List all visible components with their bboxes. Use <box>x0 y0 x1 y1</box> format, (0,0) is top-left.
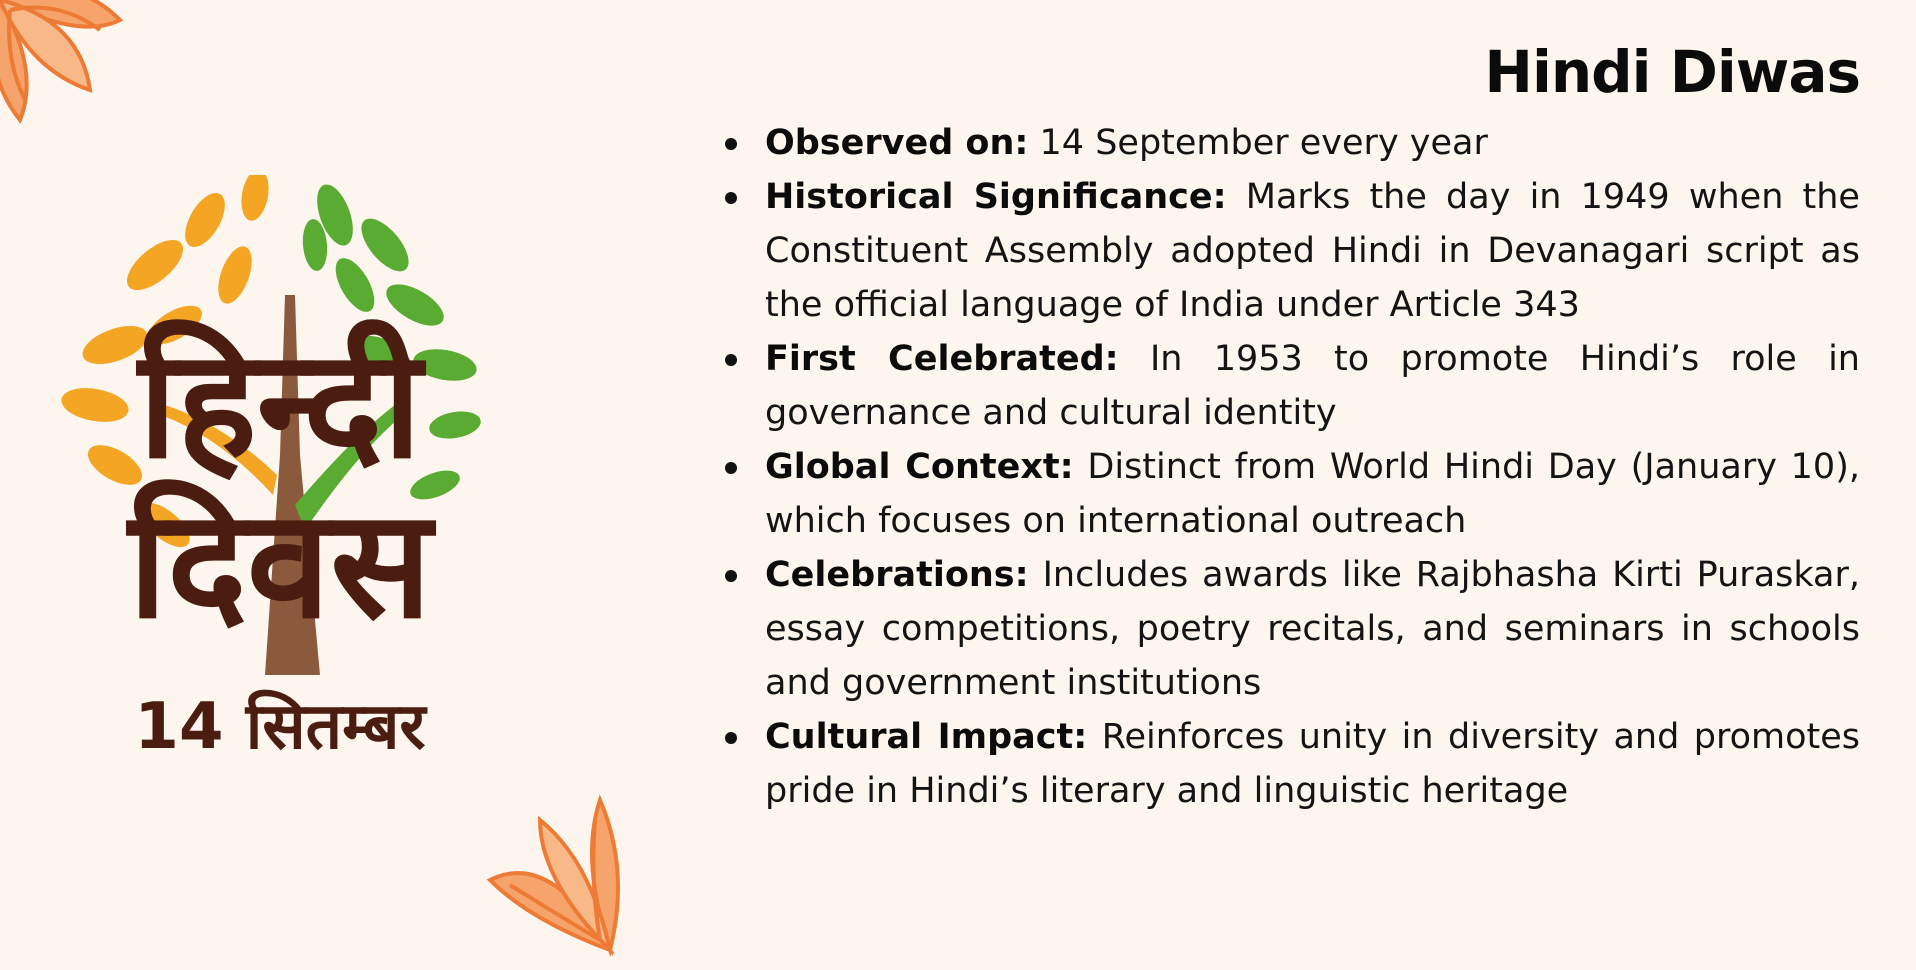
mandala-corner-top-left-icon <box>0 0 160 160</box>
bullet-icon <box>725 138 737 150</box>
hindi-date-label: 14 सितम्बर <box>134 690 426 764</box>
fact-label: Global Context: <box>765 447 1074 487</box>
hindi-title-line1: हिन्दी <box>138 318 422 492</box>
fact-label: Historical Significance: <box>765 177 1227 217</box>
content-panel <box>715 38 1860 818</box>
facts-list <box>715 116 1860 818</box>
fact-label: Observed on: <box>765 123 1029 163</box>
fact-item <box>715 548 1860 710</box>
fact-text: 14 September every year <box>1039 123 1488 163</box>
fact-item <box>715 332 1860 440</box>
fact-text: Includes awards like Rajbhasha Kirti Puraskar, essay competitions, poetry recitals, and seminars in schools and government institutions <box>765 555 1860 703</box>
fact-label: First Celebrated: <box>765 339 1119 379</box>
fact-text: Distinct from World Hindi Day (January 10), which focuses on international outreach <box>765 447 1860 541</box>
fact-item <box>715 440 1860 548</box>
fact-text: In 1953 to promote Hindi’s role in governance and cultural identity <box>765 339 1860 433</box>
bullet-icon <box>725 732 737 744</box>
hindi-diwas-illustration <box>0 0 620 954</box>
bullet-icon <box>725 462 737 474</box>
fact-item <box>715 170 1860 332</box>
bullet-icon <box>725 570 737 582</box>
fact-text: Reinforces unity in diversity and promotes pride in Hindi’s literary and linguistic heritage <box>765 717 1860 811</box>
hindi-title-line2: दिवस <box>128 478 432 652</box>
fact-item <box>715 116 1860 170</box>
mandala-corner-bottom-icon <box>430 770 630 970</box>
fact-item <box>715 710 1860 818</box>
bullet-icon <box>725 354 737 366</box>
fact-label: Cultural Impact: <box>765 717 1088 757</box>
fact-label: Celebrations: <box>765 555 1029 595</box>
page-title: Hindi Diwas <box>1484 38 1860 106</box>
bullet-icon <box>725 192 737 204</box>
fact-text: Marks the day in 1949 when the Constituent Assembly adopted Hindi in Devanagari script as the official language of India under Article 343 <box>765 177 1860 325</box>
